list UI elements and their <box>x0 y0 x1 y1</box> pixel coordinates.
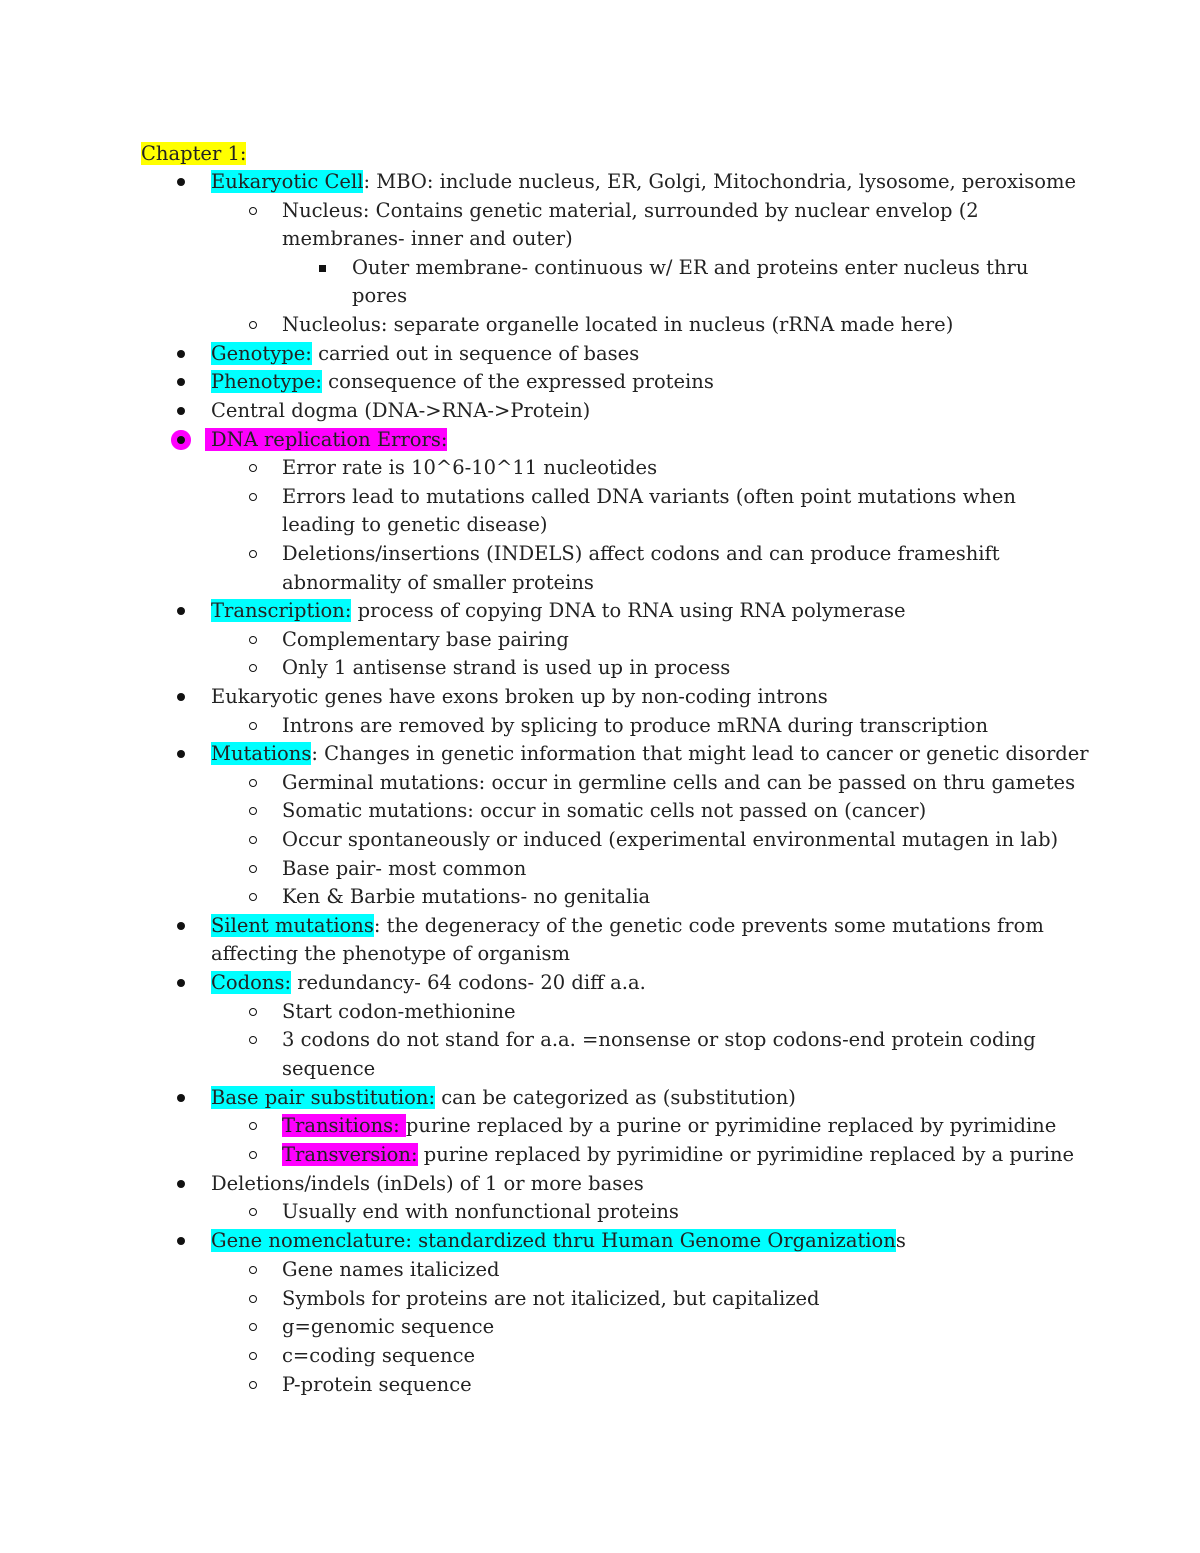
term-codons: Codons: <box>211 971 292 994</box>
spontaneous-text: Occur spontaneously or induced (experimental environmental mutagen in lab) <box>282 828 1059 851</box>
sub-item-indels <box>282 540 1000 569</box>
hollow-bullet-icon <box>249 550 257 558</box>
silent-definition-line-2: affecting the phenotype of organism <box>211 942 570 965</box>
deletions-text: Deletions/indels (inDels) of 1 or more bases <box>211 1172 644 1195</box>
hollow-bullet-icon <box>249 664 257 672</box>
transversion-definition: purine replaced by pyrimidine or pyrimidine replaced by a purine <box>417 1143 1075 1166</box>
sub-item-start-codon <box>282 998 516 1027</box>
sub-item-three-codons-cont <box>282 1055 375 1084</box>
list-item-central-dogma <box>211 397 590 426</box>
sub-sub-item-outer-membrane <box>352 254 1028 283</box>
sub-item-introns <box>282 712 988 741</box>
sub-item-gene-names <box>282 1256 499 1285</box>
term-transitions: Transitions: <box>282 1114 406 1137</box>
hollow-bullet-icon <box>249 1208 257 1216</box>
three-codons-line-1: 3 codons do not stand for a.a. =nonsense or stop codons-end protein coding <box>282 1028 1036 1051</box>
sub-item-errors-cont <box>282 511 548 540</box>
indels-line-2: abnormality of smaller proteins <box>282 571 594 594</box>
c-seq-text: c=coding sequence <box>282 1344 476 1367</box>
sub-item-antisense <box>282 654 730 683</box>
phenotype-definition: consequence of the expressed proteins <box>321 370 714 393</box>
sub-item-g-seq <box>282 1313 494 1342</box>
list-item-gene-nomenclature <box>211 1227 906 1256</box>
hollow-bullet-icon <box>249 1266 257 1274</box>
term-transcription: Transcription: <box>211 599 352 622</box>
outer-membrane-line-2: pores <box>352 284 408 307</box>
hollow-bullet-icon <box>249 836 257 844</box>
p-seq-text: P-protein sequence <box>282 1373 472 1396</box>
bullet-icon <box>177 178 185 186</box>
sub-item-nucleus <box>282 197 979 226</box>
g-seq-text: g=genomic sequence <box>282 1315 495 1338</box>
hollow-bullet-icon <box>249 321 257 329</box>
term-mutations: Mutations <box>211 742 312 765</box>
bullet-icon <box>177 1180 185 1188</box>
list-item-deletions <box>211 1170 644 1199</box>
errors-line-2: leading to genetic disease) <box>282 513 548 536</box>
chapter-heading <box>141 140 246 169</box>
indels-line-1: Deletions/insertions (INDELS) affect codons and can produce frameshift <box>282 542 1000 565</box>
nonfunctional-text: Usually end with nonfunctional proteins <box>282 1200 679 1223</box>
list-item-mutations <box>211 740 1089 769</box>
list-item-eukaryotic-cell <box>211 168 1076 197</box>
ken-barbie-text: Ken & Barbie mutations- no genitalia <box>282 885 651 908</box>
chapter-title: Chapter 1: <box>141 142 247 165</box>
bullet-icon <box>177 979 185 987</box>
sub-item-nucleolus <box>282 311 953 340</box>
sub-sub-item-outer-membrane-cont <box>352 282 407 311</box>
hollow-bullet-icon <box>249 893 257 901</box>
term-genotype: Genotype: <box>211 342 312 365</box>
hollow-bullet-icon <box>249 493 257 501</box>
hollow-bullet-icon <box>249 1323 257 1331</box>
list-item-transcription <box>211 597 906 626</box>
sub-item-spontaneous <box>282 826 1058 855</box>
antisense-text: Only 1 antisense strand is used up in process <box>282 656 731 679</box>
start-codon-text: Start codon-methionine <box>282 1000 516 1023</box>
eukaryotic-definition: : MBO: include nucleus, ER, Golgi, Mitochondria, lysosome, peroxisome <box>363 170 1077 193</box>
bullet-icon <box>177 922 185 930</box>
sub-item-errors <box>282 483 1016 512</box>
hollow-bullet-icon <box>249 1352 257 1360</box>
genotype-definition: carried out in sequence of bases <box>311 342 640 365</box>
hollow-bullet-icon <box>249 1381 257 1389</box>
hollow-bullet-icon <box>249 1151 257 1159</box>
sub-item-nucleus-cont <box>282 225 573 254</box>
list-item-codons <box>211 969 646 998</box>
hollow-bullet-icon <box>249 1122 257 1130</box>
sub-item-symbols <box>282 1285 820 1314</box>
errors-line-1: Errors lead to mutations called DNA variants (often point mutations when <box>282 485 1016 508</box>
codons-definition: redundancy- 64 codons- 20 diff a.a. <box>291 971 646 994</box>
transcription-definition: process of copying DNA to RNA using RNA polymerase <box>351 599 906 622</box>
hollow-bullet-icon <box>249 207 257 215</box>
sub-item-germinal <box>282 769 1075 798</box>
sub-item-transitions <box>282 1112 1056 1141</box>
list-item-genotype <box>211 340 639 369</box>
term-gene-nomenclature: Gene nomenclature: standardized thru Human Genome Organization <box>211 1229 896 1252</box>
central-dogma-text: Central dogma (DNA->RNA->Protein) <box>211 399 591 422</box>
three-codons-line-2: sequence <box>282 1057 376 1080</box>
hollow-bullet-icon <box>249 779 257 787</box>
list-item-silent-mutations-cont <box>211 940 570 969</box>
list-item-base-pair-substitution <box>211 1084 796 1113</box>
introns-text: Introns are removed by splicing to produce mRNA during transcription <box>282 714 989 737</box>
sub-item-transversion <box>282 1141 1074 1170</box>
sub-item-complementary <box>282 626 569 655</box>
base-pair-text: Base pair- most common <box>282 857 527 880</box>
sub-item-c-seq <box>282 1342 475 1371</box>
error-rate-text: Error rate is 10^6-10^11 nucleotides <box>282 456 658 479</box>
bullet-icon <box>177 350 185 358</box>
transitions-definition: purine replaced by a purine or pyrimidine replaced by pyrimidine <box>405 1114 1057 1137</box>
bullet-icon <box>177 693 185 701</box>
hollow-bullet-icon <box>249 807 257 815</box>
bullet-icon <box>177 607 185 615</box>
nucleolus-text: Nucleolus: separate organelle located in nucleus (rRNA made here) <box>282 313 954 336</box>
hollow-bullet-icon <box>249 1295 257 1303</box>
somatic-text: Somatic mutations: occur in somatic cells not passed on (cancer) <box>282 799 927 822</box>
hollow-bullet-icon <box>249 1036 257 1044</box>
term-phenotype: Phenotype: <box>211 370 322 393</box>
square-bullet-icon <box>319 265 326 272</box>
bullet-icon <box>177 1094 185 1102</box>
bps-definition: can be categorized as (substitution) <box>435 1086 796 1109</box>
hollow-bullet-icon <box>249 1008 257 1016</box>
list-item-phenotype <box>211 368 714 397</box>
silent-definition-line-1: : the degeneracy of the genetic code prevents some mutations from <box>373 914 1044 937</box>
sub-item-three-codons <box>282 1026 1036 1055</box>
nucleus-line-2: membranes- inner and outer) <box>282 227 573 250</box>
list-item-dna-replication <box>205 426 447 455</box>
sub-item-nonfunctional <box>282 1198 679 1227</box>
bullet-icon <box>177 436 185 444</box>
gene-names-text: Gene names italicized <box>282 1258 500 1281</box>
sub-item-indels-cont <box>282 569 594 598</box>
gene-nomenclature-tail: s <box>895 1229 906 1252</box>
term-silent-mutations: Silent mutations <box>211 914 374 937</box>
sub-item-ken-barbie <box>282 883 650 912</box>
list-item-silent-mutations <box>211 912 1044 941</box>
term-dna-replication: DNA replication Errors: <box>205 428 447 451</box>
mutations-definition: : Changes in genetic information that might lead to cancer or genetic disorder <box>311 742 1089 765</box>
term-transversion: Transversion: <box>282 1143 418 1166</box>
symbols-text: Symbols for proteins are not italicized, but capitalized <box>282 1287 820 1310</box>
nucleus-line-1: Nucleus: Contains genetic material, surrounded by nuclear envelop (2 <box>282 199 979 222</box>
bullet-icon <box>177 1237 185 1245</box>
complementary-text: Complementary base pairing <box>282 628 569 651</box>
term-base-pair-substitution: Base pair substitution: <box>211 1086 436 1109</box>
hollow-bullet-icon <box>249 464 257 472</box>
outer-membrane-line-1: Outer membrane- continuous w/ ER and proteins enter nucleus thru <box>352 256 1029 279</box>
sub-item-somatic <box>282 797 926 826</box>
sub-item-base-pair <box>282 855 526 884</box>
hollow-bullet-icon <box>249 865 257 873</box>
bullet-icon <box>177 407 185 415</box>
hollow-bullet-icon <box>249 722 257 730</box>
sub-item-p-seq <box>282 1371 472 1400</box>
bullet-icon <box>177 750 185 758</box>
term-eukaryotic-cell: Eukaryotic Cell <box>211 170 364 193</box>
eukaryotic-genes-text: Eukaryotic genes have exons broken up by non-coding introns <box>211 685 828 708</box>
bullet-icon <box>177 378 185 386</box>
list-item-eukaryotic-genes <box>211 683 828 712</box>
sub-item-error-rate <box>282 454 657 483</box>
germinal-text: Germinal mutations: occur in germline cells and can be passed on thru gametes <box>282 771 1076 794</box>
hollow-bullet-icon <box>249 636 257 644</box>
